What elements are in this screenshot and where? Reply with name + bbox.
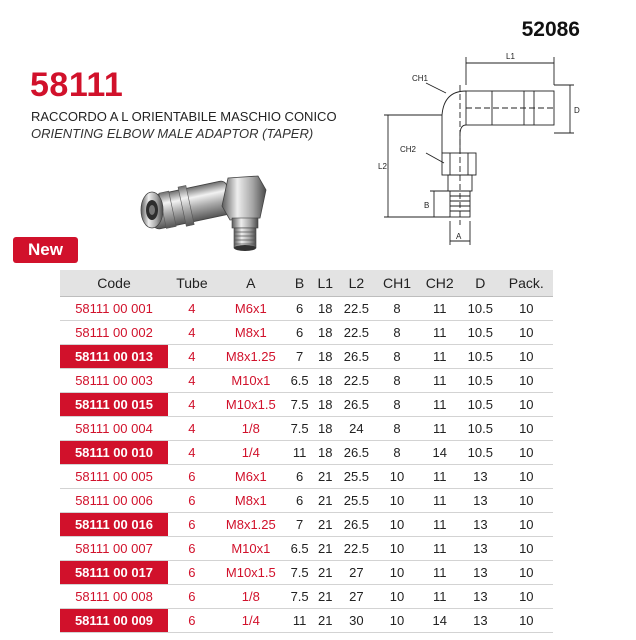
technical-drawing xyxy=(374,45,584,255)
fitting-hex-nut xyxy=(222,176,266,228)
drawing-label-ch2: CH2 xyxy=(400,145,417,154)
cell-a: M8x1.25 xyxy=(216,513,286,537)
cell-code: 58111 00 013 xyxy=(60,345,168,369)
cell-d: 10.5 xyxy=(461,369,500,393)
cell-l1: 18 xyxy=(313,417,337,441)
cell-b: 7 xyxy=(286,513,314,537)
drawing-label-b: B xyxy=(424,201,430,210)
cell-d: 10.5 xyxy=(461,417,500,441)
cell-pack: 10 xyxy=(500,513,553,537)
cell-a: 1/8 xyxy=(216,417,286,441)
cell-l2: 25.5 xyxy=(337,465,376,489)
header-l1: L1 xyxy=(313,270,337,297)
cell-pack: 10 xyxy=(500,393,553,417)
cell-l2: 27 xyxy=(337,585,376,609)
cell-tube: 6 xyxy=(168,489,216,513)
cell-d: 10.5 xyxy=(461,345,500,369)
cell-l2: 26.5 xyxy=(337,345,376,369)
table-row xyxy=(60,561,553,585)
cell-ch1: 10 xyxy=(376,561,419,585)
header-code: Code xyxy=(60,270,168,297)
cell-b: 7.5 xyxy=(286,417,314,441)
cell-tube: 4 xyxy=(168,321,216,345)
cell-ch1: 8 xyxy=(376,345,419,369)
cell-b: 7.5 xyxy=(286,393,314,417)
table-row xyxy=(60,345,553,369)
cell-l2: 27 xyxy=(337,561,376,585)
cell-ch1: 8 xyxy=(376,369,419,393)
cell-b: 6 xyxy=(286,489,314,513)
cell-ch1: 10 xyxy=(376,465,419,489)
cell-l2: 22.5 xyxy=(337,537,376,561)
cell-pack: 10 xyxy=(500,441,553,465)
cell-l1: 21 xyxy=(313,585,337,609)
cell-pack: 10 xyxy=(500,321,553,345)
cell-ch2: 11 xyxy=(418,417,461,441)
cell-b: 7 xyxy=(286,345,314,369)
cell-ch2: 11 xyxy=(418,561,461,585)
cell-l2: 26.5 xyxy=(337,441,376,465)
cell-a: M8x1 xyxy=(216,321,286,345)
cell-pack: 10 xyxy=(500,417,553,441)
cell-ch1: 10 xyxy=(376,609,419,633)
cell-code: 58111 00 002 xyxy=(60,321,168,345)
cell-l1: 21 xyxy=(313,465,337,489)
cell-ch1: 8 xyxy=(376,321,419,345)
cell-l2: 30 xyxy=(337,609,376,633)
cell-pack: 10 xyxy=(500,465,553,489)
page-number: 52086 xyxy=(521,18,580,41)
cell-tube: 4 xyxy=(168,297,216,321)
cell-a: 1/4 xyxy=(216,609,286,633)
cell-tube: 4 xyxy=(168,441,216,465)
cell-ch1: 8 xyxy=(376,297,419,321)
table-row xyxy=(60,513,553,537)
cell-tube: 4 xyxy=(168,417,216,441)
header-b: B xyxy=(286,270,314,297)
cell-b: 7.5 xyxy=(286,585,314,609)
cell-l1: 21 xyxy=(313,609,337,633)
cell-code: 58111 00 001 xyxy=(60,297,168,321)
cell-code: 58111 00 016 xyxy=(60,513,168,537)
cell-l1: 18 xyxy=(313,441,337,465)
header-ch1: CH1 xyxy=(376,270,419,297)
cell-b: 6.5 xyxy=(286,537,314,561)
table-row xyxy=(60,537,553,561)
cell-l1: 21 xyxy=(313,561,337,585)
cell-l2: 22.5 xyxy=(337,297,376,321)
cell-tube: 4 xyxy=(168,345,216,369)
cell-b: 11 xyxy=(286,609,314,633)
cell-l2: 26.5 xyxy=(337,513,376,537)
cell-tube: 6 xyxy=(168,537,216,561)
cell-d: 13 xyxy=(461,513,500,537)
cell-l1: 18 xyxy=(313,297,337,321)
table-row xyxy=(60,297,553,321)
cell-code: 58111 00 003 xyxy=(60,369,168,393)
cell-b: 7.5 xyxy=(286,561,314,585)
cell-ch2: 14 xyxy=(418,441,461,465)
table-row xyxy=(60,441,553,465)
specs-table xyxy=(60,270,553,633)
cell-ch1: 8 xyxy=(376,441,419,465)
new-badge: New xyxy=(13,237,78,263)
table-row xyxy=(60,489,553,513)
cell-d: 13 xyxy=(461,489,500,513)
cell-l2: 25.5 xyxy=(337,489,376,513)
product-name-english: ORIENTING ELBOW MALE ADAPTOR (TAPER) xyxy=(31,126,314,141)
cell-b: 6 xyxy=(286,465,314,489)
cell-d: 10.5 xyxy=(461,297,500,321)
table-row xyxy=(60,321,553,345)
cell-ch2: 11 xyxy=(418,465,461,489)
fitting-male-thread xyxy=(234,228,256,251)
cell-d: 10.5 xyxy=(461,321,500,345)
cell-code: 58111 00 006 xyxy=(60,489,168,513)
cell-tube: 6 xyxy=(168,465,216,489)
cell-d: 13 xyxy=(461,609,500,633)
table-row xyxy=(60,465,553,489)
cell-pack: 10 xyxy=(500,345,553,369)
drawing-label-l1: L1 xyxy=(506,52,515,61)
cell-code: 58111 00 009 xyxy=(60,609,168,633)
cell-l2: 26.5 xyxy=(337,393,376,417)
cell-a: M10x1.5 xyxy=(216,393,286,417)
cell-l1: 21 xyxy=(313,537,337,561)
cell-a: M6x1 xyxy=(216,297,286,321)
drawing-label-a: A xyxy=(456,232,462,241)
cell-d: 10.5 xyxy=(461,393,500,417)
cell-ch1: 10 xyxy=(376,513,419,537)
cell-pack: 10 xyxy=(500,489,553,513)
header-ch2: CH2 xyxy=(418,270,461,297)
cell-ch1: 8 xyxy=(376,393,419,417)
cell-pack: 10 xyxy=(500,297,553,321)
table-row xyxy=(60,393,553,417)
cell-tube: 4 xyxy=(168,369,216,393)
cell-code: 58111 00 008 xyxy=(60,585,168,609)
drawing-label-ch1: CH1 xyxy=(412,74,429,83)
table-row xyxy=(60,369,553,393)
cell-tube: 6 xyxy=(168,513,216,537)
cell-ch2: 11 xyxy=(418,345,461,369)
cell-l2: 22.5 xyxy=(337,321,376,345)
cell-ch1: 10 xyxy=(376,585,419,609)
cell-ch2: 11 xyxy=(418,393,461,417)
cell-code: 58111 00 004 xyxy=(60,417,168,441)
table-header-row xyxy=(60,270,553,297)
cell-l1: 18 xyxy=(313,393,337,417)
cell-l1: 21 xyxy=(313,489,337,513)
cell-ch2: 11 xyxy=(418,585,461,609)
cell-ch2: 11 xyxy=(418,489,461,513)
cell-a: M10x1.5 xyxy=(216,561,286,585)
table-row xyxy=(60,417,553,441)
cell-ch2: 11 xyxy=(418,369,461,393)
cell-l1: 18 xyxy=(313,321,337,345)
cell-tube: 6 xyxy=(168,609,216,633)
cell-b: 11 xyxy=(286,441,314,465)
cell-ch2: 14 xyxy=(418,609,461,633)
product-code-title: 58111 xyxy=(30,66,124,104)
header-l2: L2 xyxy=(337,270,376,297)
table-row xyxy=(60,609,553,633)
cell-a: M10x1 xyxy=(216,369,286,393)
cell-b: 6 xyxy=(286,321,314,345)
cell-ch2: 11 xyxy=(418,321,461,345)
cell-l2: 24 xyxy=(337,417,376,441)
cell-tube: 6 xyxy=(168,585,216,609)
cell-l1: 18 xyxy=(313,345,337,369)
cell-l2: 22.5 xyxy=(337,369,376,393)
cell-ch1: 10 xyxy=(376,537,419,561)
cell-pack: 10 xyxy=(500,585,553,609)
cell-a: 1/4 xyxy=(216,441,286,465)
drawing-label-d: D xyxy=(574,106,580,115)
cell-d: 10.5 xyxy=(461,441,500,465)
product-photo xyxy=(130,158,305,253)
cell-ch1: 10 xyxy=(376,489,419,513)
cell-pack: 10 xyxy=(500,369,553,393)
cell-tube: 4 xyxy=(168,393,216,417)
cell-code: 58111 00 007 xyxy=(60,537,168,561)
cell-pack: 10 xyxy=(500,609,553,633)
cell-a: 1/8 xyxy=(216,585,286,609)
cell-l1: 18 xyxy=(313,369,337,393)
cell-b: 6 xyxy=(286,297,314,321)
cell-ch2: 11 xyxy=(418,537,461,561)
header-a: A xyxy=(216,270,286,297)
cell-d: 13 xyxy=(461,465,500,489)
cell-pack: 10 xyxy=(500,537,553,561)
cell-ch2: 11 xyxy=(418,513,461,537)
header-tube: Tube xyxy=(168,270,216,297)
cell-d: 13 xyxy=(461,585,500,609)
cell-code: 58111 00 005 xyxy=(60,465,168,489)
cell-pack: 10 xyxy=(500,561,553,585)
drawing-label-l2: L2 xyxy=(378,162,387,171)
cell-d: 13 xyxy=(461,537,500,561)
cell-a: M8x1 xyxy=(216,489,286,513)
cell-d: 13 xyxy=(461,561,500,585)
header-pack: Pack. xyxy=(500,270,553,297)
cell-code: 58111 00 015 xyxy=(60,393,168,417)
cell-l1: 21 xyxy=(313,513,337,537)
cell-ch1: 8 xyxy=(376,417,419,441)
cell-ch2: 11 xyxy=(418,297,461,321)
table-row xyxy=(60,585,553,609)
fitting-elbow-body xyxy=(141,180,233,230)
cell-tube: 6 xyxy=(168,561,216,585)
cell-code: 58111 00 017 xyxy=(60,561,168,585)
cell-a: M8x1.25 xyxy=(216,345,286,369)
cell-code: 58111 00 010 xyxy=(60,441,168,465)
cell-a: M10x1 xyxy=(216,537,286,561)
cell-b: 6.5 xyxy=(286,369,314,393)
cell-a: M6x1 xyxy=(216,465,286,489)
product-name-italian: RACCORDO A L ORIENTABILE MASCHIO CONICO xyxy=(31,109,337,124)
header-d: D xyxy=(461,270,500,297)
